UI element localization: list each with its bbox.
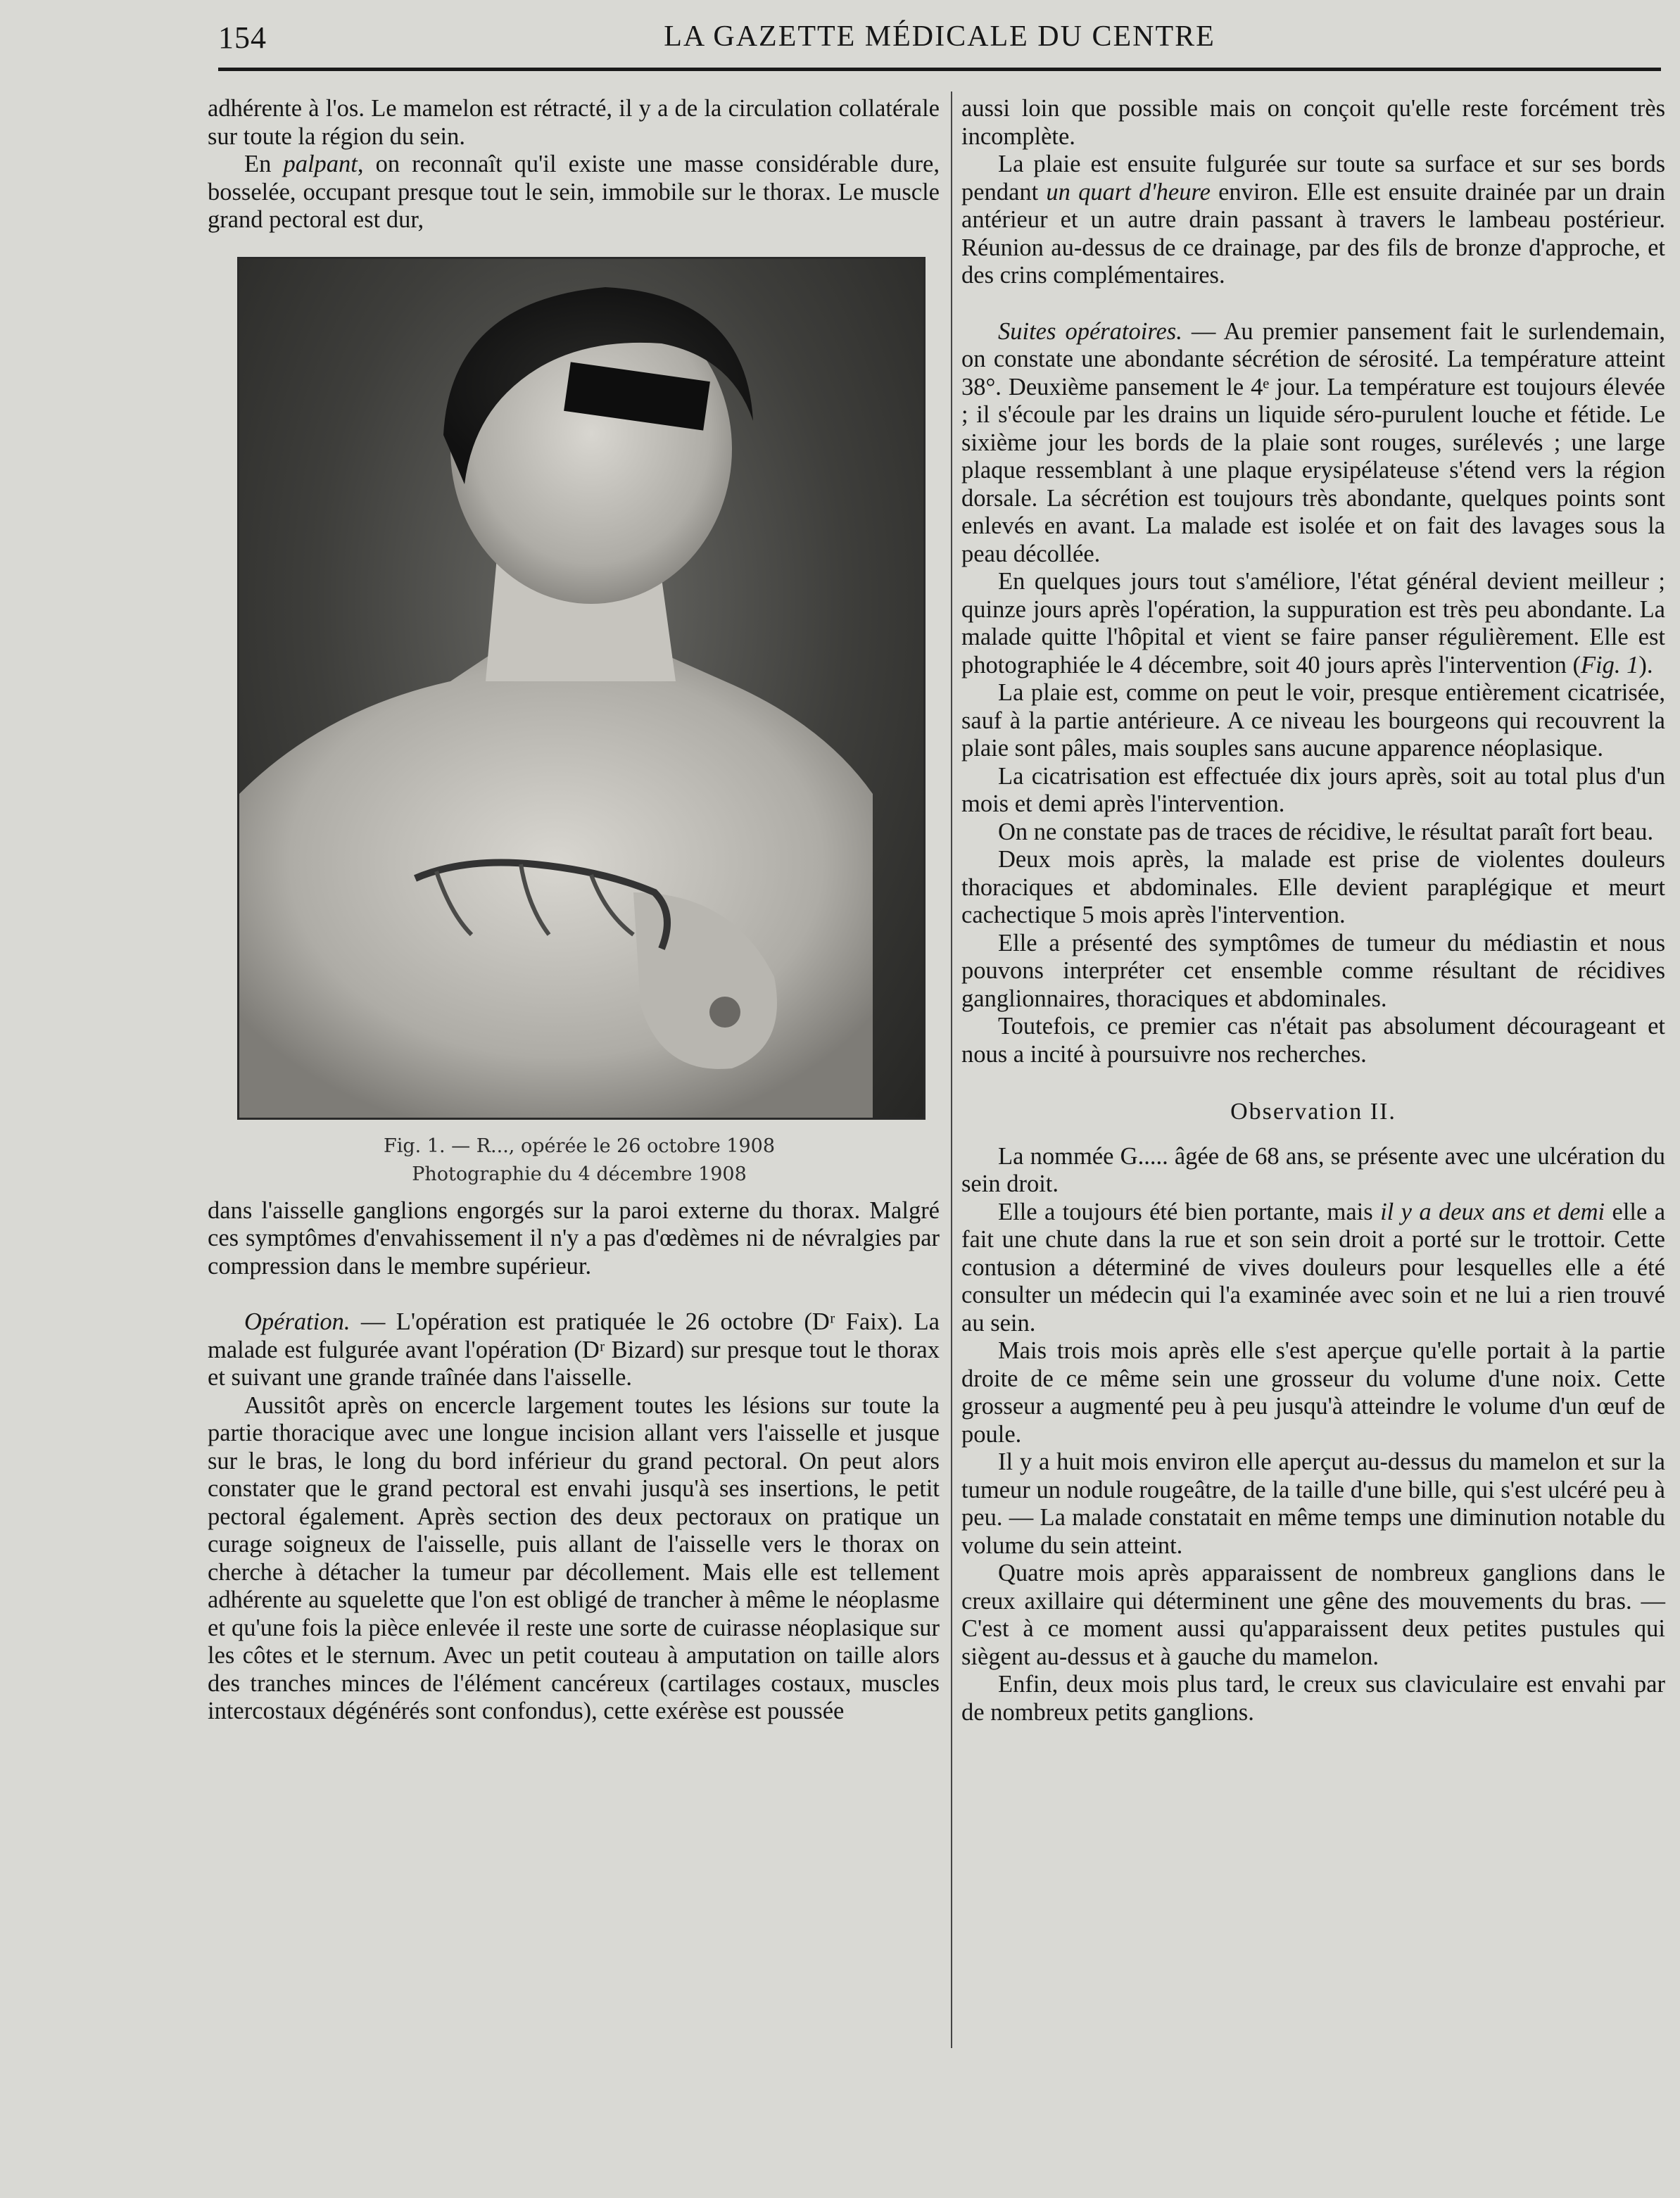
paragraph: Toutefois, ce premier cas n'était pas absolument décourageant et nous a incité à poursuivre nos recherches. <box>961 1013 1665 1068</box>
paragraph: Suites opératoires. — Au premier pansement fait le surlendemain, on constate une abondante sécrétion de sérosité. La température atteint 38°. Deuxième pansement le 4ᵉ jour. La température est toujours élevée ; il s'écoule par les drains un liquide séro-purulent louche et fétide. Le sixième jour les bords de la plaie sont rouges, surélevés ; une large plaque ressemblant à une plaque erysipélateuse s'étend vers la région dorsale. La sécrétion est toujours très abondante, quelques points sont enlevés en avant. La malade est isolée et on fait des lavages sous la peau décollée. <box>961 317 1665 567</box>
paragraph: En palpant, on reconnaît qu'il existe une masse considérable dure, bosselée, occupant presque tout le sein, immobile sur le thorax. Le muscle grand pectoral est dur, <box>208 151 940 233</box>
paragraph: Enfin, deux mois plus tard, le creux sus claviculaire est envahi par de nombreux petits ganglions. <box>961 1671 1665 1726</box>
paragraph: Aussitôt après on encercle largement toutes les lésions sur toute la partie thoracique avec une longue incision allant vers l'aisselle et jusque sur le bras, le long du bord inférieur du grand pectoral. On peut alors constater que le grand pectoral est envahi jusqu'à ses insertions, le petit pectoral également. Après section des deux pectoraux on pratique un curage soigneux de l'aisselle, puis allant de l'aisselle vers le thorax on cherche à détacher la tumeur par décollement. Mais elle est tellement adhérente au squelette que l'on est obligé de trancher à même le néoplasme et qu'une fois la pièce enlevée il reste une sorte de cuirasse néoplasique sur les côtes et le sternum. Avec un petit couteau à amputation on taille alors des tranches minces de l'élément cancéreux (cartilages costaux, muscles intercostaux dégénérés sont confondus), cette exérèse est poussée <box>208 1391 940 1724</box>
caption-line-1: Fig. 1. — R..., opérée le 26 octobre 1908 <box>383 1135 776 1157</box>
paragraph: aussi loin que possible mais on conçoit qu'elle reste forcément très incomplète. <box>961 95 1665 150</box>
page-number: 154 <box>218 20 267 55</box>
caption-line-2: Photographie du 4 décembre 1908 <box>412 1163 747 1185</box>
page-header <box>218 20 1661 62</box>
right-column <box>961 95 1665 1726</box>
section-heading: Observation II. <box>1230 1099 1396 1125</box>
paragraph: dans l'aisselle ganglions engorgés sur la paroi externe du thorax. Malgré ces symptômes d'envahissement il n'y a pas d'œdèmes ni de névralgies par compression dans le membre supérieur. <box>208 1196 940 1280</box>
paragraph: On ne constate pas de traces de récidive, le résultat paraît fort beau. <box>998 818 1654 845</box>
paragraph: Il y a huit mois environ elle aperçut au-dessus du mamelon et sur la tumeur un nodule rougeâtre, de la taille d'une bille, qui s'est ulcéré peu à peu. — La malade constatait en même temps une diminution notable du volume du sein atteint. <box>961 1448 1665 1559</box>
paragraph: Quatre mois après apparaissent de nombreux ganglions dans le creux axillaire qui déterminent une gêne des mouvements du bras. — C'est à ce moment aussi qu'apparaissent deux petites pustules qui siègent au-dessus et à gauche du mamelon. <box>961 1560 1665 1670</box>
paragraph: Elle a présenté des symptômes de tumeur du médiastin et nous pouvons interpréter cet ensemble comme résultant de récidives ganglionnaires, thoraciques et abdominales. <box>961 929 1665 1012</box>
paragraph: En quelques jours tout s'améliore, l'état général devient meilleur ; quinze jours après l'opération, la suppuration est très peu abondante. La malade quitte l'hôpital et vient se faire panser régulièrement. Elle est photographiée le 4 décembre, soit 40 jours après l'intervention (Fig. 1). <box>961 568 1665 678</box>
left-column <box>208 95 940 1726</box>
patient-photograph <box>237 257 926 1120</box>
paragraph: Deux mois après, la malade est prise de violentes douleurs thoraciques et abdominales. Elle devient paraplégique et meurt cachectique 5 mois après l'intervention. <box>961 846 1665 928</box>
paragraph: La nommée G..... âgée de 68 ans, se présente avec une ulcération du sein droit. <box>961 1142 1665 1197</box>
figure-caption <box>237 1132 921 1189</box>
paragraph: Elle a toujours été bien portante, mais il y a deux ans et demi elle a fait une chute dans la rue et son sein droit a porté sur le trottoir. Cette contusion a déterminé de vives douleurs pour lesquelles elle a été consulter un médecin qui l'a examinée avec soin et ne lui a rien trouvé au sein. <box>961 1198 1666 1337</box>
paragraph: La plaie est, comme on peut le voir, presque entièrement cicatrisée, sauf à la partie antérieure. A ce niveau les bourgeons qui recouvrent la plaie sont pâles, mais souples sans aucune apparence néoplasique. <box>961 679 1665 762</box>
header-rule <box>218 68 1661 71</box>
column-divider <box>951 91 952 2048</box>
figure-1 <box>237 257 921 1189</box>
paragraph: La plaie est ensuite fulgurée sur toute sa surface et sur ses bords pendant un quart d'heure environ. Elle est ensuite drainée par un drain antérieur et un autre drain passant à travers le lambeau postérieur. Réunion au-dessus de ce drainage, par des fils de bronze d'approche, et des crins complémentaires. <box>961 151 1665 289</box>
paragraph: adhérente à l'os. Le mamelon est rétracté, il y a de la circulation collatérale sur toute la région du sein. <box>208 95 940 150</box>
paragraph: Opération. — L'opération est pratiquée le 26 octobre (Dʳ Faix). La malade est fulgurée avant l'opération (Dʳ Bizard) sur presque tout le thorax et suivant une grande traînée dans l'aisselle. <box>208 1308 940 1391</box>
paragraph: Mais trois mois après elle s'est aperçue qu'elle portait à la partie droite de ce même sein une grosseur du volume d'une noix. Cette grosseur a augmenté peu à peu jusqu'à atteindre le volume d'un œuf de poule. <box>961 1337 1665 1448</box>
photograph-illustration <box>239 259 923 1118</box>
paragraph: La cicatrisation est effectuée dix jours après, soit au total plus d'un mois et demi après l'intervention. <box>961 762 1665 817</box>
running-title: LA GAZETTE MÉDICALE DU CENTRE <box>664 20 1215 53</box>
